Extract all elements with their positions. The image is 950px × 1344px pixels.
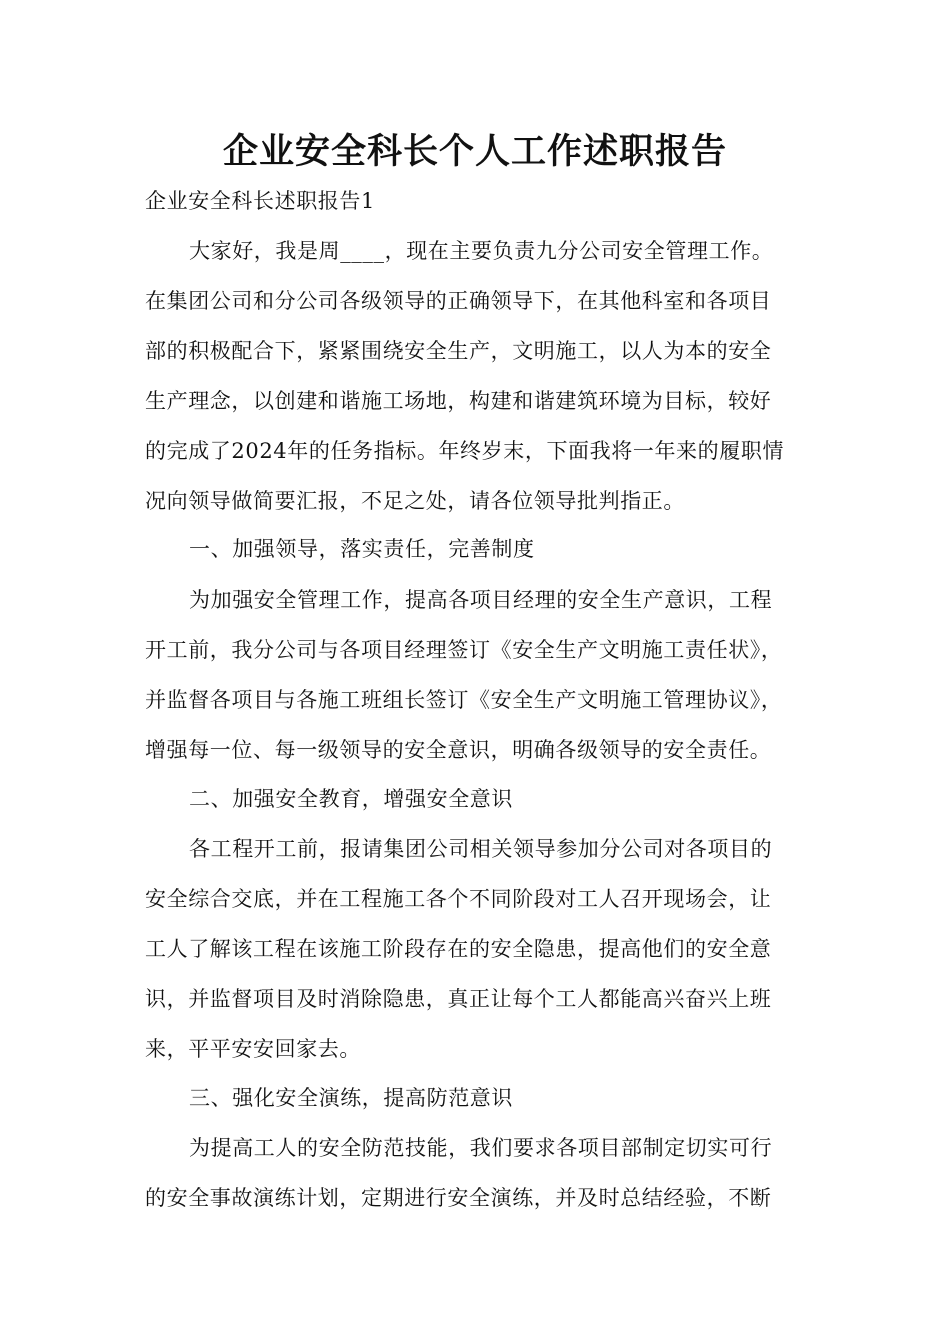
- paragraph-line: 为加强安全管理工作，提高各项目经理的安全生产意识，工程: [189, 588, 773, 612]
- paragraph-line: 的完成了2024年的任务指标。年终岁末，下面我将一年来的履职情: [145, 439, 785, 463]
- paragraph-line: 为提高工人的安全防范技能，我们要求各项目部制定切实可行: [189, 1136, 773, 1160]
- paragraph-line: 各工程开工前，报请集团公司相关领导参加分公司对各项目的: [189, 837, 773, 861]
- paragraph-line: 况向领导做简要汇报，不足之处，请各位领导批判指正。: [145, 489, 685, 513]
- section-heading: 一、加强领导，落实责任，完善制度: [189, 537, 535, 561]
- paragraph-line: 并监督各项目与各施工班组长签订《安全生产文明施工管理协议》，: [145, 688, 783, 712]
- paragraph-line: 大家好，我是周____，现在主要负责九分公司安全管理工作。: [189, 239, 774, 263]
- paragraph-line: 开工前，我分公司与各项目经理签订《安全生产文明施工责任状》，: [145, 638, 783, 662]
- paragraph-line: 识，并监督项目及时消除隐患，真正让每个工人都能高兴奋兴上班: [145, 987, 772, 1011]
- document-subtitle: 企业安全科长述职报告1: [145, 189, 375, 213]
- paragraph-line: 在集团公司和分公司各级领导的正确领导下，在其他科室和各项目: [145, 289, 772, 313]
- paragraph-line: 来，平平安安回家去。: [145, 1037, 361, 1061]
- section-heading: 二、加强安全教育，增强安全意识: [189, 787, 513, 811]
- paragraph-line: 工人了解该工程在该施工阶段存在的安全隐患，提高他们的安全意: [145, 937, 772, 961]
- paragraph-line: 安全综合交底，并在工程施工各个不同阶段对工人召开现场会，让: [145, 887, 772, 911]
- paragraph-line: 生产理念，以创建和谐施工场地，构建和谐建筑环境为目标，较好: [145, 389, 772, 413]
- document-title: 企业安全科长个人工作述职报告: [222, 131, 727, 172]
- section-heading: 三、强化安全演练，提高防范意识: [189, 1086, 513, 1110]
- paragraph-line: 的安全事故演练计划，定期进行安全演练，并及时总结经验，不断: [145, 1186, 772, 1210]
- paragraph-line: 部的积极配合下，紧紧围绕安全生产，文明施工，以人为本的安全: [145, 339, 772, 363]
- paragraph-line: 增强每一位、每一级领导的安全意识，明确各级领导的安全责任。: [145, 738, 772, 762]
